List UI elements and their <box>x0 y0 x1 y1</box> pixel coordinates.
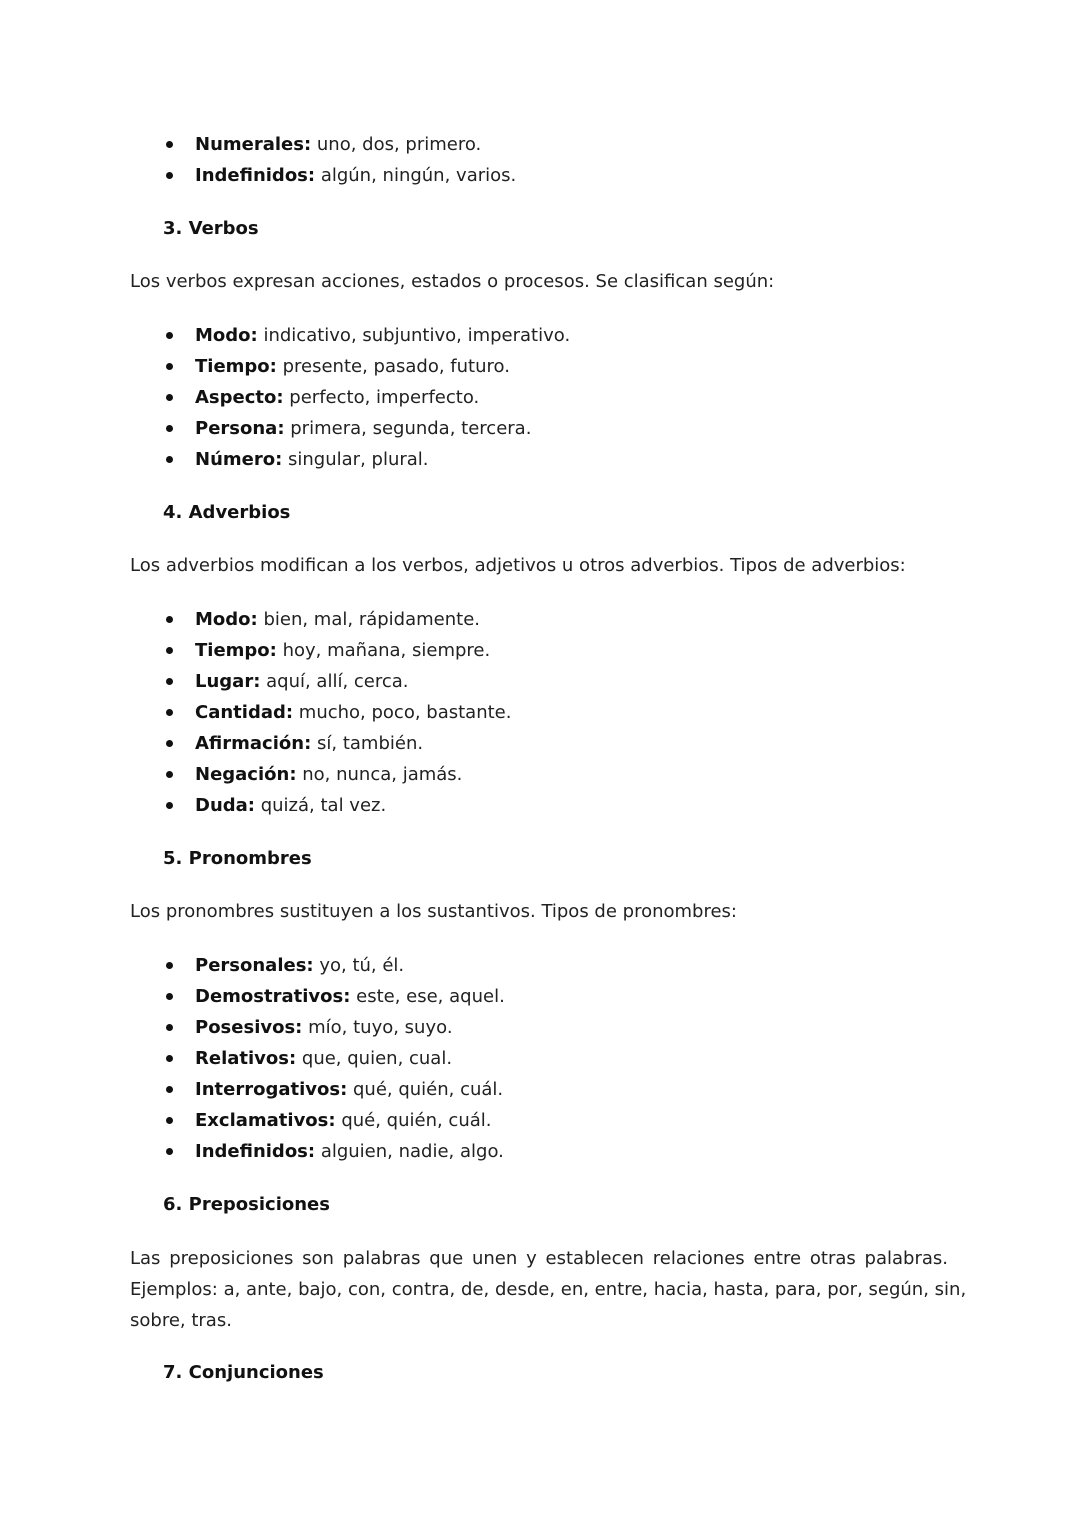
list-item <box>0 129 516 160</box>
paragraph-line: Ejemplos: a, ante, bajo, con, contra, de, desde, en, entre, hacia, hasta, para, por, según, sin, <box>130 1279 967 1300</box>
list-pronombres <box>0 950 505 1167</box>
list-item <box>0 790 511 821</box>
list-item <box>0 1105 505 1136</box>
bullet-icon <box>166 647 173 654</box>
item-text: presente, pasado, futuro. <box>276 356 510 377</box>
item-term: Cantidad: <box>195 702 294 723</box>
list-adverbios <box>0 604 511 821</box>
bullet-icon <box>166 332 173 339</box>
item-text: quizá, tal vez. <box>255 795 387 816</box>
bullet-icon <box>166 709 173 716</box>
bullet-icon <box>166 771 173 778</box>
bullet-icon <box>166 993 173 1000</box>
item-text: este, ese, aquel. <box>350 986 505 1007</box>
paragraph-line: sobre, tras. <box>130 1310 232 1331</box>
item-term: Negación: <box>195 764 297 785</box>
bullet-icon <box>166 172 173 179</box>
item-text: singular, plural. <box>282 449 429 470</box>
item-text: uno, dos, primero. <box>311 134 482 155</box>
item-text: qué, quién, cuál. <box>335 1110 492 1131</box>
list-item <box>0 666 511 697</box>
section-body-preposiciones <box>130 1243 967 1336</box>
section-heading-pronombres: 5. Pronombres <box>163 848 312 869</box>
bullet-icon <box>166 363 173 370</box>
section-heading-verbos: 3. Verbos <box>163 218 259 239</box>
item-term: Demostrativos: <box>195 986 351 1007</box>
section-heading-adverbios: 4. Adverbios <box>163 502 291 523</box>
list-item <box>0 1136 505 1167</box>
item-term: Relativos: <box>195 1048 297 1069</box>
paragraph-line: Las preposiciones son palabras que unen y establecen relaciones entre otras palabras. <box>130 1248 948 1269</box>
item-text: algún, ningún, varios. <box>315 165 517 186</box>
item-text: que, quien, cual. <box>296 1048 453 1069</box>
bullet-icon <box>166 1148 173 1155</box>
item-term: Posesivos: <box>195 1017 303 1038</box>
item-term: Número: <box>195 449 283 470</box>
item-term: Indefinidos: <box>195 1141 316 1162</box>
section-intro-adverbios: Los adverbios modifican a los verbos, adjetivos u otros adverbios. Tipos de adverbios: <box>130 555 906 576</box>
item-text: mucho, poco, bastante. <box>293 702 512 723</box>
item-text: primera, segunda, tercera. <box>284 418 532 439</box>
item-term: Duda: <box>195 795 255 816</box>
item-text: bien, mal, rápidamente. <box>257 609 481 630</box>
item-text: perfecto, imperfecto. <box>283 387 480 408</box>
item-term: Modo: <box>195 609 258 630</box>
list-item <box>0 320 570 351</box>
bullet-icon <box>166 1055 173 1062</box>
list-item <box>0 697 511 728</box>
item-term: Exclamativos: <box>195 1110 336 1131</box>
bullet-icon <box>166 1024 173 1031</box>
list-item <box>0 413 570 444</box>
item-text: mío, tuyo, suyo. <box>302 1017 453 1038</box>
bullet-icon <box>166 425 173 432</box>
item-text: qué, quién, cuál. <box>347 1079 504 1100</box>
list-item <box>0 160 516 191</box>
section-heading-conjunciones: 7. Conjunciones <box>163 1362 324 1383</box>
list-item <box>0 1074 505 1105</box>
list-item <box>0 1043 505 1074</box>
list-item <box>0 728 511 759</box>
item-text: no, nunca, jamás. <box>296 764 463 785</box>
list-item <box>0 759 511 790</box>
bullet-icon <box>166 616 173 623</box>
item-term: Persona: <box>195 418 285 439</box>
item-term: Tiempo: <box>195 640 277 661</box>
item-term: Modo: <box>195 325 258 346</box>
bullet-icon <box>166 1117 173 1124</box>
item-text: sí, también. <box>311 733 424 754</box>
list-item <box>0 950 505 981</box>
bullet-icon <box>166 141 173 148</box>
item-term: Interrogativos: <box>195 1079 348 1100</box>
bullet-icon <box>166 456 173 463</box>
item-text: yo, tú, él. <box>313 955 405 976</box>
bullet-icon <box>166 678 173 685</box>
item-term: Personales: <box>195 955 314 976</box>
list-item <box>0 604 511 635</box>
section-intro-pronombres: Los pronombres sustituyen a los sustantivos. Tipos de pronombres: <box>130 901 737 922</box>
item-text: aquí, allí, cerca. <box>260 671 409 692</box>
section-heading-preposiciones: 6. Preposiciones <box>163 1194 330 1215</box>
list-item <box>0 351 570 382</box>
bullet-icon <box>166 740 173 747</box>
list-item <box>0 1012 505 1043</box>
list-item <box>0 981 505 1012</box>
item-text: indicativo, subjuntivo, imperativo. <box>257 325 571 346</box>
bullet-icon <box>166 394 173 401</box>
bullet-icon <box>166 1086 173 1093</box>
list-verbos <box>0 320 570 475</box>
list-item <box>0 635 511 666</box>
item-term: Numerales: <box>195 134 312 155</box>
item-term: Aspecto: <box>195 387 284 408</box>
bullet-icon <box>166 962 173 969</box>
list-item <box>0 444 570 475</box>
item-text: hoy, mañana, siempre. <box>276 640 491 661</box>
item-text: alguien, nadie, algo. <box>315 1141 504 1162</box>
item-term: Afirmación: <box>195 733 312 754</box>
item-term: Lugar: <box>195 671 261 692</box>
bullet-icon <box>166 802 173 809</box>
section-intro-verbos: Los verbos expresan acciones, estados o procesos. Se clasifican según: <box>130 271 775 292</box>
item-term: Indefinidos: <box>195 165 316 186</box>
item-term: Tiempo: <box>195 356 277 377</box>
list-top <box>0 129 516 191</box>
list-item <box>0 382 570 413</box>
